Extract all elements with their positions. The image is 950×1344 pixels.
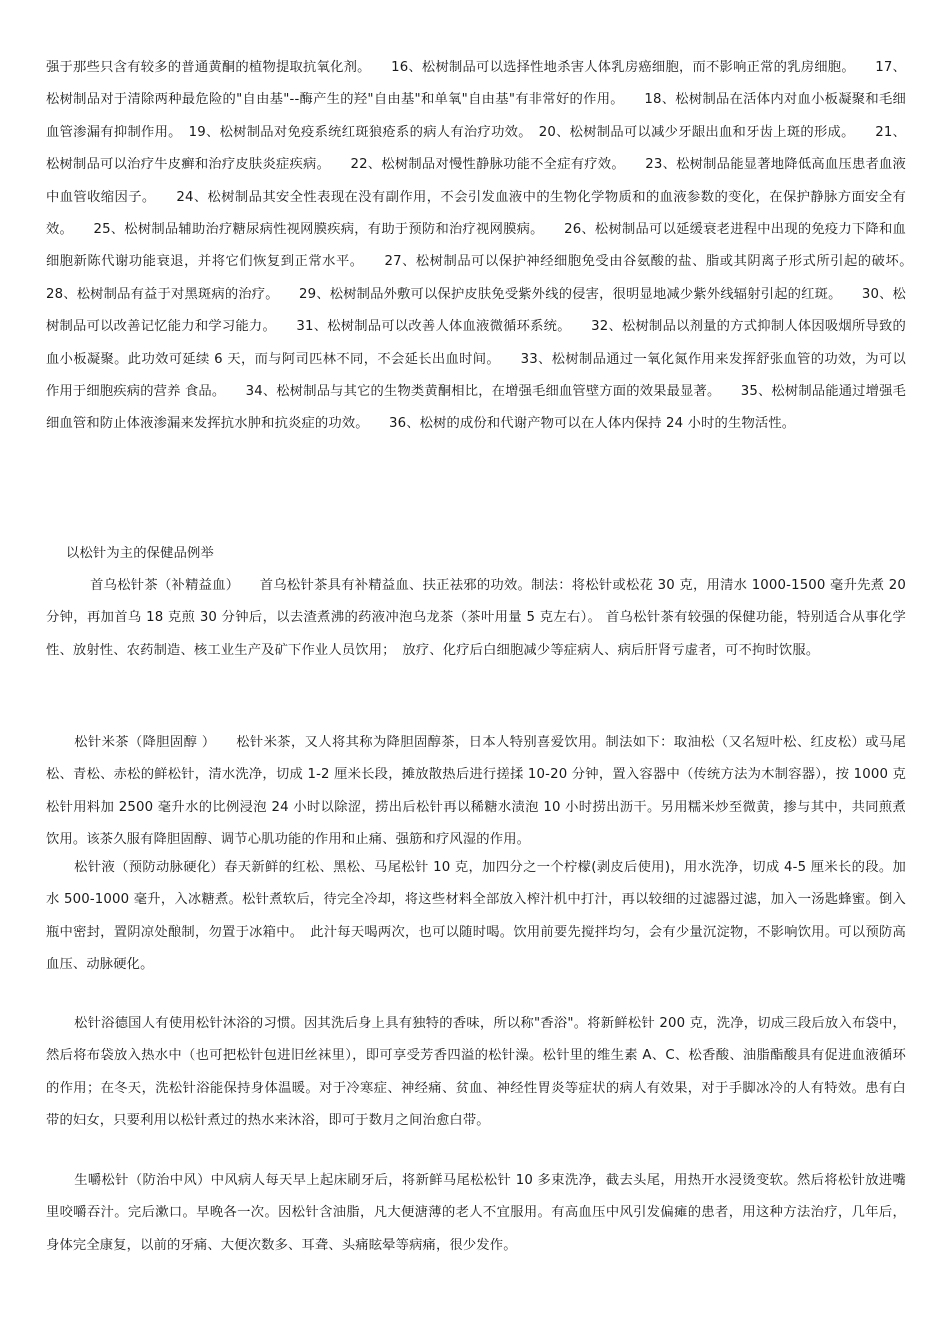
benefits-list-paragraph	[46, 52, 920, 441]
recipe-text-chewing-needles: 生嚼松针（防治中风）中风病人每天早上起床刷牙后，将新鲜马尾松松针 10 多束洗净，截去头尾，用热开水浸烫变软。然后将松针放进嘴里咬嚼吞汁。完后漱口。早晚各一次。因松针含油脂，凡大便溏薄的老人不宜服用。有高血压中风引发偏瘫的患者，用这种方法治疗，几年后，身体完全康复，以前的牙痛、大便次数多、耳聋、头痛眩晕等病痛，很少发作。	[46, 1173, 906, 1253]
recipe-text-shouwu-tea: 首乌松针茶（补精益血） 首乌松针茶具有补精益血、扶正祛邪的功效。制法：将松针或松花 30 克，用清水 1000-1500 毫升先煮 20 分钟，再加首乌 18 克煎 30 分钟后，以去渣煮沸的药液冲泡乌龙茶（茶叶用量 5 克左右）。 首乌松针茶有较强的保健功能，特别适合从事化学性、放射性、农药制造、核工业生产及矿下作业人员饮用； 放疗、化疗后白细胞减少等症病人、病后肝肾亏虚者，可不拘时饮服。	[46, 578, 906, 658]
recipe-paragraph-shouwu-tea	[46, 570, 906, 667]
recipe-paragraph-rice-tea	[46, 727, 906, 857]
recipe-paragraph-pine-bath	[46, 1008, 906, 1138]
recipe-text-pine-bath: 松针浴德国人有使用松针沐浴的习惯。因其洗后身上具有独特的香味，所以称"香浴"。将新鲜松针 200 克，洗净，切成三段后放入布袋中，然后将布袋放入热水中（也可把松针包进旧丝袜里），即可享受芳香四溢的松针澡。松针里的维生素 A、C、松香酸、油脂酯酸具有促进血液循环的作用；在冬天，洗松针浴能保持身体温暖。对于冷寒症、神经痛、贫血、神经性胃炎等症状的病人有效果，对于手脚冰冷的人有特效。患有白带的妇女，只要利用以松针煮过的热水来沐浴，即可于数月之间治愈白带。	[46, 1016, 906, 1129]
recipe-text-rice-tea: 松针米茶（降胆固醇 ） 松针米茶，又人将其称为降胆固醇茶，日本人特别喜爱饮用。制法如下：取油松（又名短叶松、红皮松）或马尾松、青松、赤松的鲜松针，清水洗净，切成 1-2 厘米长段，摊放散热后进行搓揉 10-20 分钟，置入容器中（传统方法为木制容器），按 1000 克松针用料加 2500 毫升水的比例浸泡 24 小时以除涩，捞出后松针再以稀糖水渍泡 10 小时捞出沥干。另用糯米炒至微黄，掺与其中，共同煎煮饮用。该茶久服有降胆固醇、调节心肌功能的作用和止痛、强筋和疗风湿的作用。	[46, 735, 906, 848]
benefits-list-text: 强于那些只含有较多的普通黄酮的植物提取抗氧化剂。 16、松树制品可以选择性地杀害人体乳房癌细胞，而不影响正常的乳房细胞。 17、松树制品对于清除两种最危险的"自由基"--酶产生的羟"自由基"和单氧"自由基"有非常好的作用。 18、松树制品在活体内对血小板凝聚和毛细血管渗漏有抑制作用。 19、松树制品对免疫系统红斑狼疮系的病人有治疗功效。 20、松树制品可以减少牙龈出血和牙齿上斑的形成。 21、松树制品可以治疗牛皮癣和治疗皮肤炎症疾病。 22、松树制品对慢性静脉功能不全症有疗效。 23、松树制品能显著地降低高血压患者血液中血管收缩因子。 24、松树制品其安全性表现在没有副作用，不会引发血液中的生物化学物质和的血液参数的变化，在保护静脉方面安全有效。 25、松树制品辅助治疗糖尿病性视网膜疾病，有助于预防和治疗视网膜病。 26、松树制品可以延缓衰老进程中出现的免疫力下降和血细胞新陈代谢功能衰退，并将它们恢复到正常水平。 27、松树制品可以保护神经细胞免受由谷氨酸的盐、脂或其阴离子形式所引起的破坏。 28、松树制品有益于对黑斑病的治疗。 29、松树制品外敷可以保护皮肤免受紫外线的侵害，很明显地减少紫外线辐射引起的红斑。 30、松树制品可以改善记忆能力和学习能力。 31、松树制品可以改善人体血液微循环系统。 32、松树制品以剂量的方式抑制人体因吸烟所导致的血小板凝聚。此功效可延续 6 天，而与阿司匹林不同，不会延长出血时间。 33、松树制品通过一氧化氮作用来发挥舒张血管的功效，为可以作用于细胞疾病的营养 食品。 34、松树制品与其它的生物类黄酮相比，在增强毛细血管壁方面的效果最显著。 35、松树制品能通过增强毛细血管和防止体液渗漏来发挥抗水肿和抗炎症的功效。 36、松树的成份和代谢产物可以在人体内保持 24 小时的生物活性。	[46, 60, 920, 432]
recipe-text-pine-juice: 松针液（预防动脉硬化）春天新鲜的红松、黑松、马尾松针 10 克，加四分之一个柠檬(剥皮后使用)，用水洗净，切成 4-5 厘米长的段。加水 500-1000 毫升，入冰糖煮。松针煮软后，待完全冷却，将这些材料全部放入榨汁机中打汁，再以较细的过滤器过滤，加入一汤匙蜂蜜。倒入瓶中密封，置阴凉处酿制，勿置于冰箱中。 此汁每天喝两次，也可以随时喝。饮用前要先搅拌均匀，会有少量沉淀物，不影响饮用。可以预防高血压、动脉硬化。	[46, 860, 906, 973]
recipe-paragraph-pine-juice	[46, 852, 906, 982]
recipe-paragraph-chewing-needles	[46, 1165, 906, 1262]
section-heading-text: 以松针为主的保健品例举	[66, 546, 214, 561]
section-heading	[66, 538, 906, 570]
